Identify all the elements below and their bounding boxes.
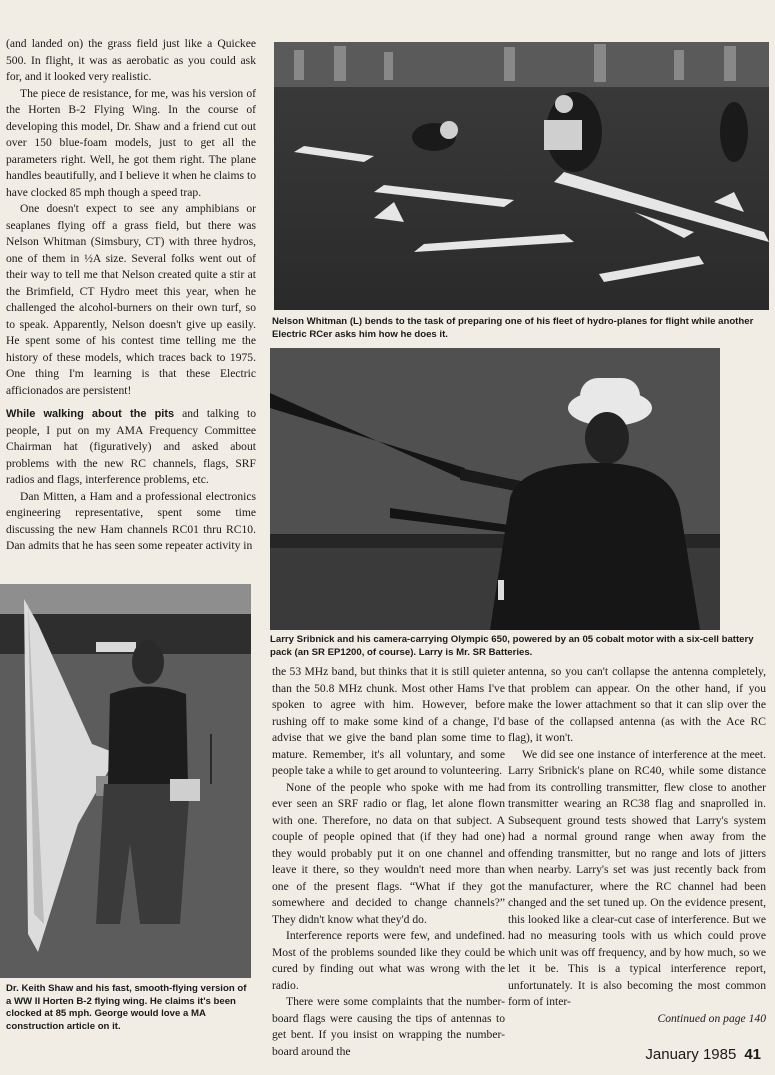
photo-larry-sribnick: [270, 348, 720, 630]
keith-shaw-image: [0, 584, 251, 978]
paragraph: The piece de resistance, for me, was his version of the Horten B-2 Flying Wing. In the course of developing this model, Dr. Shaw and a friend cut out over 150 blue-foam models, just to get all the parameters right. Well, he got them right. The plane handles beautifully, and I believe it when he claims to have clocked 85 mph though a speed trap.: [6, 86, 256, 199]
photo-keith-shaw: [0, 584, 251, 978]
paragraph: We did see one instance of interference at the meet. Larry Sribnick's plane on RC40, while some distance from its controlling transmitter, flew close to another transmitter wearing an RC38 flag and snaprolled in. Subsequent ground tests showed that Larry's system had a normal ground range when away from the offending transmitter, but no range and lots of jitters when nearby. Larry's set was just recently back from the manufacturer, where the RC channel had been changed and the set tuned up. On the evidence present, this looked like a clear-cut case of interference. But we had no measuring tools with us which could prove which unit was off frequency, and by how much, so we let it be. This is a typical interference report, unfortunately. It is also becoming the most common form of inter-: [508, 747, 766, 1008]
page-number: 41: [744, 1046, 761, 1063]
paragraph: (and landed on) the grass field just like a Quickee 500. In flight, it was as aerobatic as you could ask for, and it looked very realistic.: [6, 37, 256, 83]
paragraph: None of the people who spoke with me had ever seen an SRF radio or flag, let alone flown with one. Therefore, no data on that subject. A couple of people opined that (if they had one) they would probably put it on one channel and leave it there, so they wouldn't need more than one of the present flags. “What if they got somewhere and decided to change channels?” They didn't know what they'd do.: [272, 780, 505, 926]
caption-larry-sribnick: Larry Sribnick and his camera-carrying Olympic 650, powered by an 05 cobalt motor with a six-cell battery pack (an SR EP1200, of course). Larry is Mr. SR Batteries.: [270, 634, 754, 658]
right-column-text: [508, 664, 766, 1027]
paragraph: Interference reports were few, and undefined. Most of the problems sounded like they could be cured by finding out what was wrong with the radio.: [272, 929, 505, 992]
paragraph: the 53 MHz band, but thinks that it is still quieter than the 50.8 MHz chunk. Most other Hams I've spoken to agree with him. However, before rushing off to make some kind of a change, I'd advise that we give the band plan some time to mature. Remember, it's all voluntary, and some people take a while to get around to volunteering.: [272, 665, 505, 777]
caption-hydroplanes: Nelson Whitman (L) bends to the task of preparing one of his fleet of hydro-planes for flight while another Electric RCer asks him how he does it.: [272, 316, 754, 340]
paragraph: Dan Mitten, a Ham and a professional electronics engineering representative, spent some time discussing the new Ham channels RC01 thru RC10. Dan admits that he has seen some repeater activity in: [6, 489, 256, 552]
paragraph: One doesn't expect to see any amphibians or seaplanes flying off a grass field, but there was Nelson Whitman (Simsbury, CT) with three hydros, one of them in ½A size. Several folks went out of their way to tell me that Nelson created quite a stir at the Brimfield, CT Hydro meet this year, when he challenged the alcohol-burners on their own turf, so to speak. Apparently, Nelson doesn't give up easily. He spent some of his contest time telling me the history of these models, which traces back to 1975. One thing I'm learning is that these Electric afficionados are persistent!: [6, 202, 256, 397]
caption-keith-shaw: Dr. Keith Shaw and his fast, smooth-flying version of a WW II Horten B-2 flying wing. He claims it's been clocked at 85 mph. George would love a MA construction article on it.: [6, 983, 247, 1032]
continued-note: Continued on page 140: [657, 1011, 766, 1025]
hydroplanes-image: [274, 42, 769, 310]
issue-date: January 1985: [645, 1046, 737, 1063]
paragraph: antenna, so you can't collapse the antenna completely, that problem can appear. On the other hand, if you make the lower attachment so that it can slip over the base of the collapsed antenna (as with the Ace RC flag), it won't.: [508, 665, 766, 744]
paragraph: There were some complaints that the number-board flags were causing the tips of antennas to get bent. If you insist on wrapping the number-board around the: [272, 995, 505, 1058]
photo-hydroplanes: [274, 42, 769, 310]
lead-in: While walking about the pits: [6, 408, 175, 420]
paragraph: While walking about the pits and talking to people, I put on my AMA Frequency Committee Chairman hat (figuratively) and asked about problems with the new RC channels, flags, SRF radios and flags, interference problems, etc.: [6, 407, 256, 486]
page-footer: [645, 1046, 761, 1063]
larry-sribnick-image: [270, 348, 720, 630]
middle-column-text: [272, 664, 505, 1060]
left-column-text: [6, 36, 256, 555]
